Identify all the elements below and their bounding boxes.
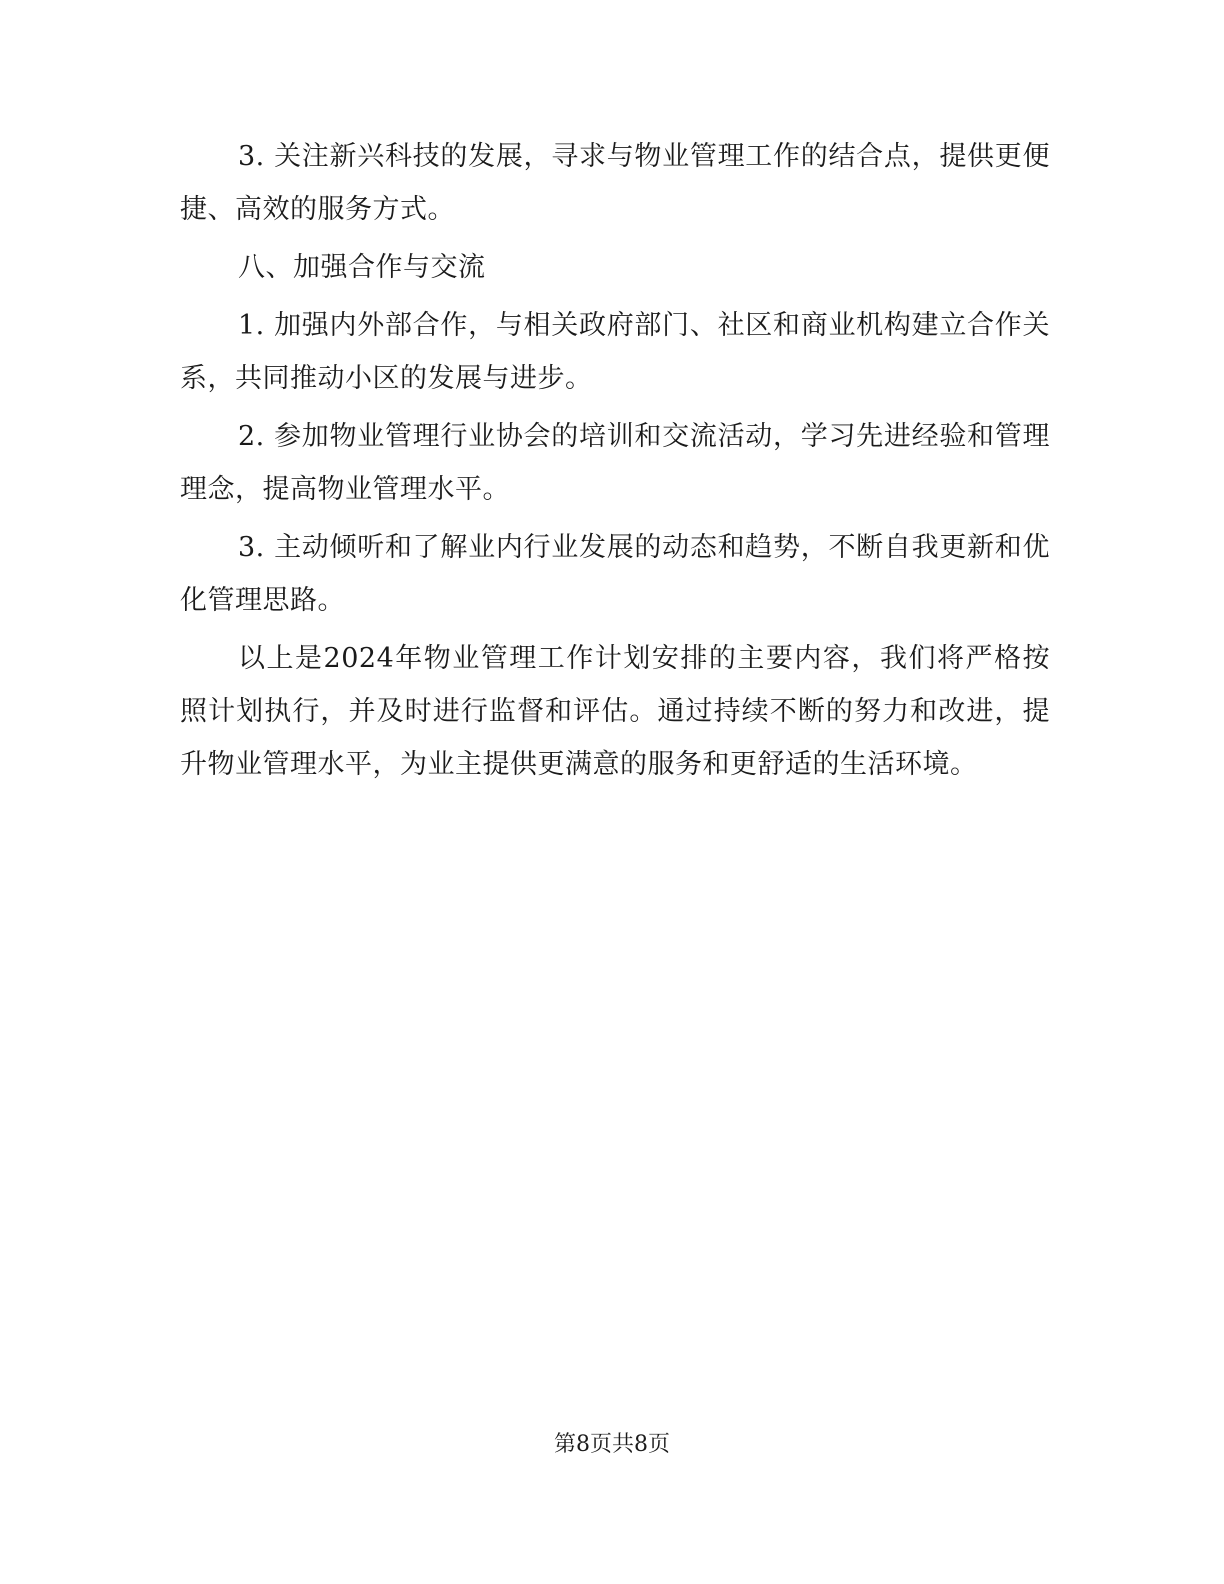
paragraph-item-3-tech: 3. 关注新兴科技的发展，寻求与物业管理工作的结合点，提供更便捷、高效的服务方式。 bbox=[180, 141, 1050, 225]
page-number-footer: 第8页共8页 bbox=[554, 1432, 670, 1457]
paragraph-item-1-cooperation: 1. 加强内外部合作，与相关政府部门、社区和商业机构建立合作关系，共同推动小区的发展与进步。 bbox=[180, 310, 1050, 394]
paragraph-item-2-training: 2. 参加物业管理行业协会的培训和交流活动，学习先进经验和管理理念，提高物业管理水平。 bbox=[180, 421, 1050, 505]
document-body bbox=[180, 130, 1050, 791]
paragraph-conclusion: 以上是2024年物业管理工作计划安排的主要内容，我们将严格按照计划执行，并及时进行监督和评估。通过持续不断的努力和改进，提升物业管理水平，为业主提供更满意的服务和更舒适的生活环境。 bbox=[180, 643, 1050, 780]
section-heading-8: 八、加强合作与交流 bbox=[238, 252, 486, 283]
paragraph-item-3-trends: 3. 主动倾听和了解业内行业发展的动态和趋势，不断自我更新和优化管理思路。 bbox=[180, 532, 1050, 616]
